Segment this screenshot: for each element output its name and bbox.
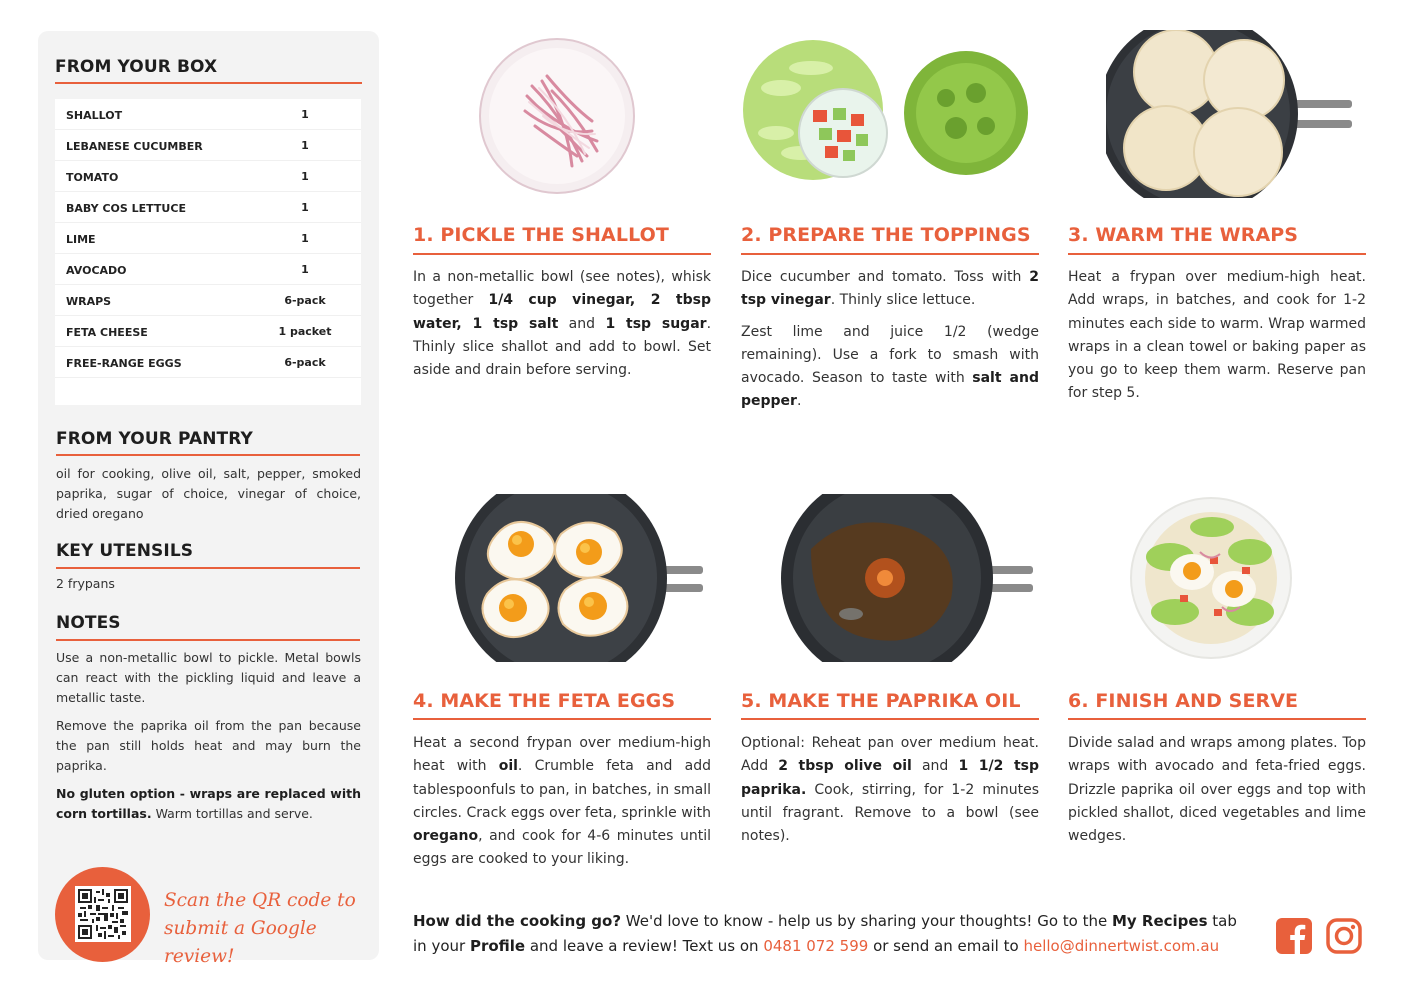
pantry-text: oil for cooking, olive oil, salt, pepper, smoked paprika, sugar of choice, vinegar of choice, dried oregano: [56, 466, 361, 521]
step-title: 4. MAKE THE FETA EGGS: [413, 690, 676, 712]
qr-review-text: Scan the QR code to submit a Google review!: [164, 890, 356, 967]
table-row: [55, 130, 361, 161]
ingredient-qty: 1: [301, 201, 309, 214]
notes-body: [56, 648, 361, 832]
divider: [413, 718, 711, 720]
paprika-oil-pan-image: [781, 494, 1041, 662]
ingredient-qty: 1: [301, 108, 309, 121]
divider: [1068, 253, 1366, 255]
ingredient-name: FREE-RANGE EGGS: [66, 357, 182, 370]
table-row: [55, 161, 361, 192]
table-row: [55, 99, 361, 130]
divider: [741, 718, 1039, 720]
table-row: [55, 223, 361, 254]
step-text: Heat a frypan over medium-high heat. Add wraps, in batches, and cook for 1-2 minutes each side to warm. Wrap warmed wraps in a clean towel or baking paper as you go to keep them warm. Reserve pan for step 5.: [1068, 269, 1366, 402]
ingredients-table: [55, 99, 361, 405]
instagram-icon[interactable]: [1326, 918, 1362, 954]
note: Use a non-metallic bowl to pickle. Metal bowls can react with the pickling liquid and leave a metallic taste.: [56, 650, 361, 705]
step-title: 1. PICKLE THE SHALLOT: [413, 224, 669, 246]
table-row: [55, 316, 361, 347]
finished-dish-image: [1130, 497, 1292, 659]
step-text: Optional: Reheat pan over medium heat. Add 2 tbsp olive oil and 1 1/2 tsp paprika. Cook, stirring, for 1-2 minutes until fragrant. Remove to a bowl (see notes).: [741, 735, 1039, 845]
step-text: Dice cucumber and tomato. Toss with 2 tsp vinegar. Thinly slice lettuce. Zest lime and juice 1/2 (wedge remaining). Use a fork to smash with avocado. Season to taste with salt and pepper.: [741, 269, 1039, 410]
step-text: Divide salad and wraps among plates. Top wraps with avocado and feta-fried eggs. Drizzle paprika oil over eggs and top with pickled shallot, diced vegetables and lime wedges.: [1068, 735, 1366, 845]
phone-link[interactable]: 0481 072 599: [763, 937, 869, 955]
notes-heading: NOTES: [56, 613, 121, 633]
utensils-text: 2 frypans: [56, 576, 115, 591]
ingredient-qty: 6-pack: [284, 294, 326, 307]
divider: [413, 253, 711, 255]
divider: [1068, 718, 1366, 720]
ingredient-name: FETA CHEESE: [66, 326, 148, 339]
qr-badge[interactable]: [55, 867, 150, 962]
table-row: [55, 285, 361, 316]
sidebar: [38, 31, 379, 967]
step-title: 3. WARM THE WRAPS: [1068, 224, 1299, 246]
key-utensils-heading: KEY UTENSILS: [56, 541, 194, 561]
divider: [56, 454, 360, 456]
divider: [55, 82, 362, 84]
step-text: Heat a second frypan over medium-high heat with oil. Crumble feta and add tablespoonfuls to pan, in batches, in small circles. Crack eggs over feta, sprinkle with oregano, and cook for 4-6 minutes until eggs are cooked to your liking.: [413, 735, 711, 868]
step-title: 2. PREPARE THE TOPPINGS: [741, 224, 1031, 246]
toppings-image: [741, 38, 1031, 188]
step-title: 5. MAKE THE PAPRIKA OIL: [741, 690, 1021, 712]
note: Remove the paprika oil from the pan because the pan still holds heat and may burn the paprika.: [56, 718, 361, 773]
ingredient-name: BABY COS LETTUCE: [66, 202, 186, 215]
ingredient-name: LIME: [66, 233, 96, 246]
divider: [56, 639, 360, 641]
note: No gluten option - wraps are replaced with corn tortillas. Warm tortillas and serve.: [56, 786, 361, 821]
ingredient-name: SHALLOT: [66, 109, 123, 122]
step-title: 6. FINISH AND SERVE: [1068, 690, 1299, 712]
ingredient-qty: 1: [301, 139, 309, 152]
ingredient-name: LEBANESE CUCUMBER: [66, 140, 203, 153]
table-row: [55, 347, 361, 378]
shallot-bowl-image: [477, 36, 637, 196]
table-row: [55, 192, 361, 223]
step-text: In a non-metallic bowl (see notes), whisk together 1/4 cup vinegar, 2 tbsp water, 1 tsp salt and 1 tsp sugar. Thinly slice shallot and add to bowl. Set aside and drain before serving.: [413, 269, 712, 379]
ingredient-name: TOMATO: [66, 171, 119, 184]
ingredient-qty: 1 packet: [278, 325, 332, 338]
ingredient-qty: 1: [301, 232, 309, 245]
ingredient-qty: 1: [301, 263, 309, 276]
wraps-pan-image: [1106, 30, 1356, 198]
qr-code-icon[interactable]: [75, 886, 131, 942]
ingredient-qty: 1: [301, 170, 309, 183]
divider: [741, 253, 1039, 255]
facebook-icon[interactable]: [1276, 918, 1312, 954]
ingredient-qty: 6-pack: [284, 356, 326, 369]
feta-eggs-image: [453, 494, 713, 662]
ingredient-name: WRAPS: [66, 295, 112, 308]
divider: [56, 567, 360, 569]
from-your-box-heading: FROM YOUR BOX: [55, 57, 218, 77]
from-your-pantry-heading: FROM YOUR PANTRY: [56, 429, 253, 449]
ingredient-name: AVOCADO: [66, 264, 127, 277]
review-footer: How did the cooking go? We'd love to know - help us by sharing your thoughts! Go to the My Recipes tab in your Profile and leave a review! Text us on 0481 072 599 or send an email to hello@dinnertwist.com.au: [413, 912, 1237, 955]
table-row: [55, 254, 361, 285]
email-link[interactable]: hello@dinnertwist.com.au: [1023, 937, 1220, 955]
